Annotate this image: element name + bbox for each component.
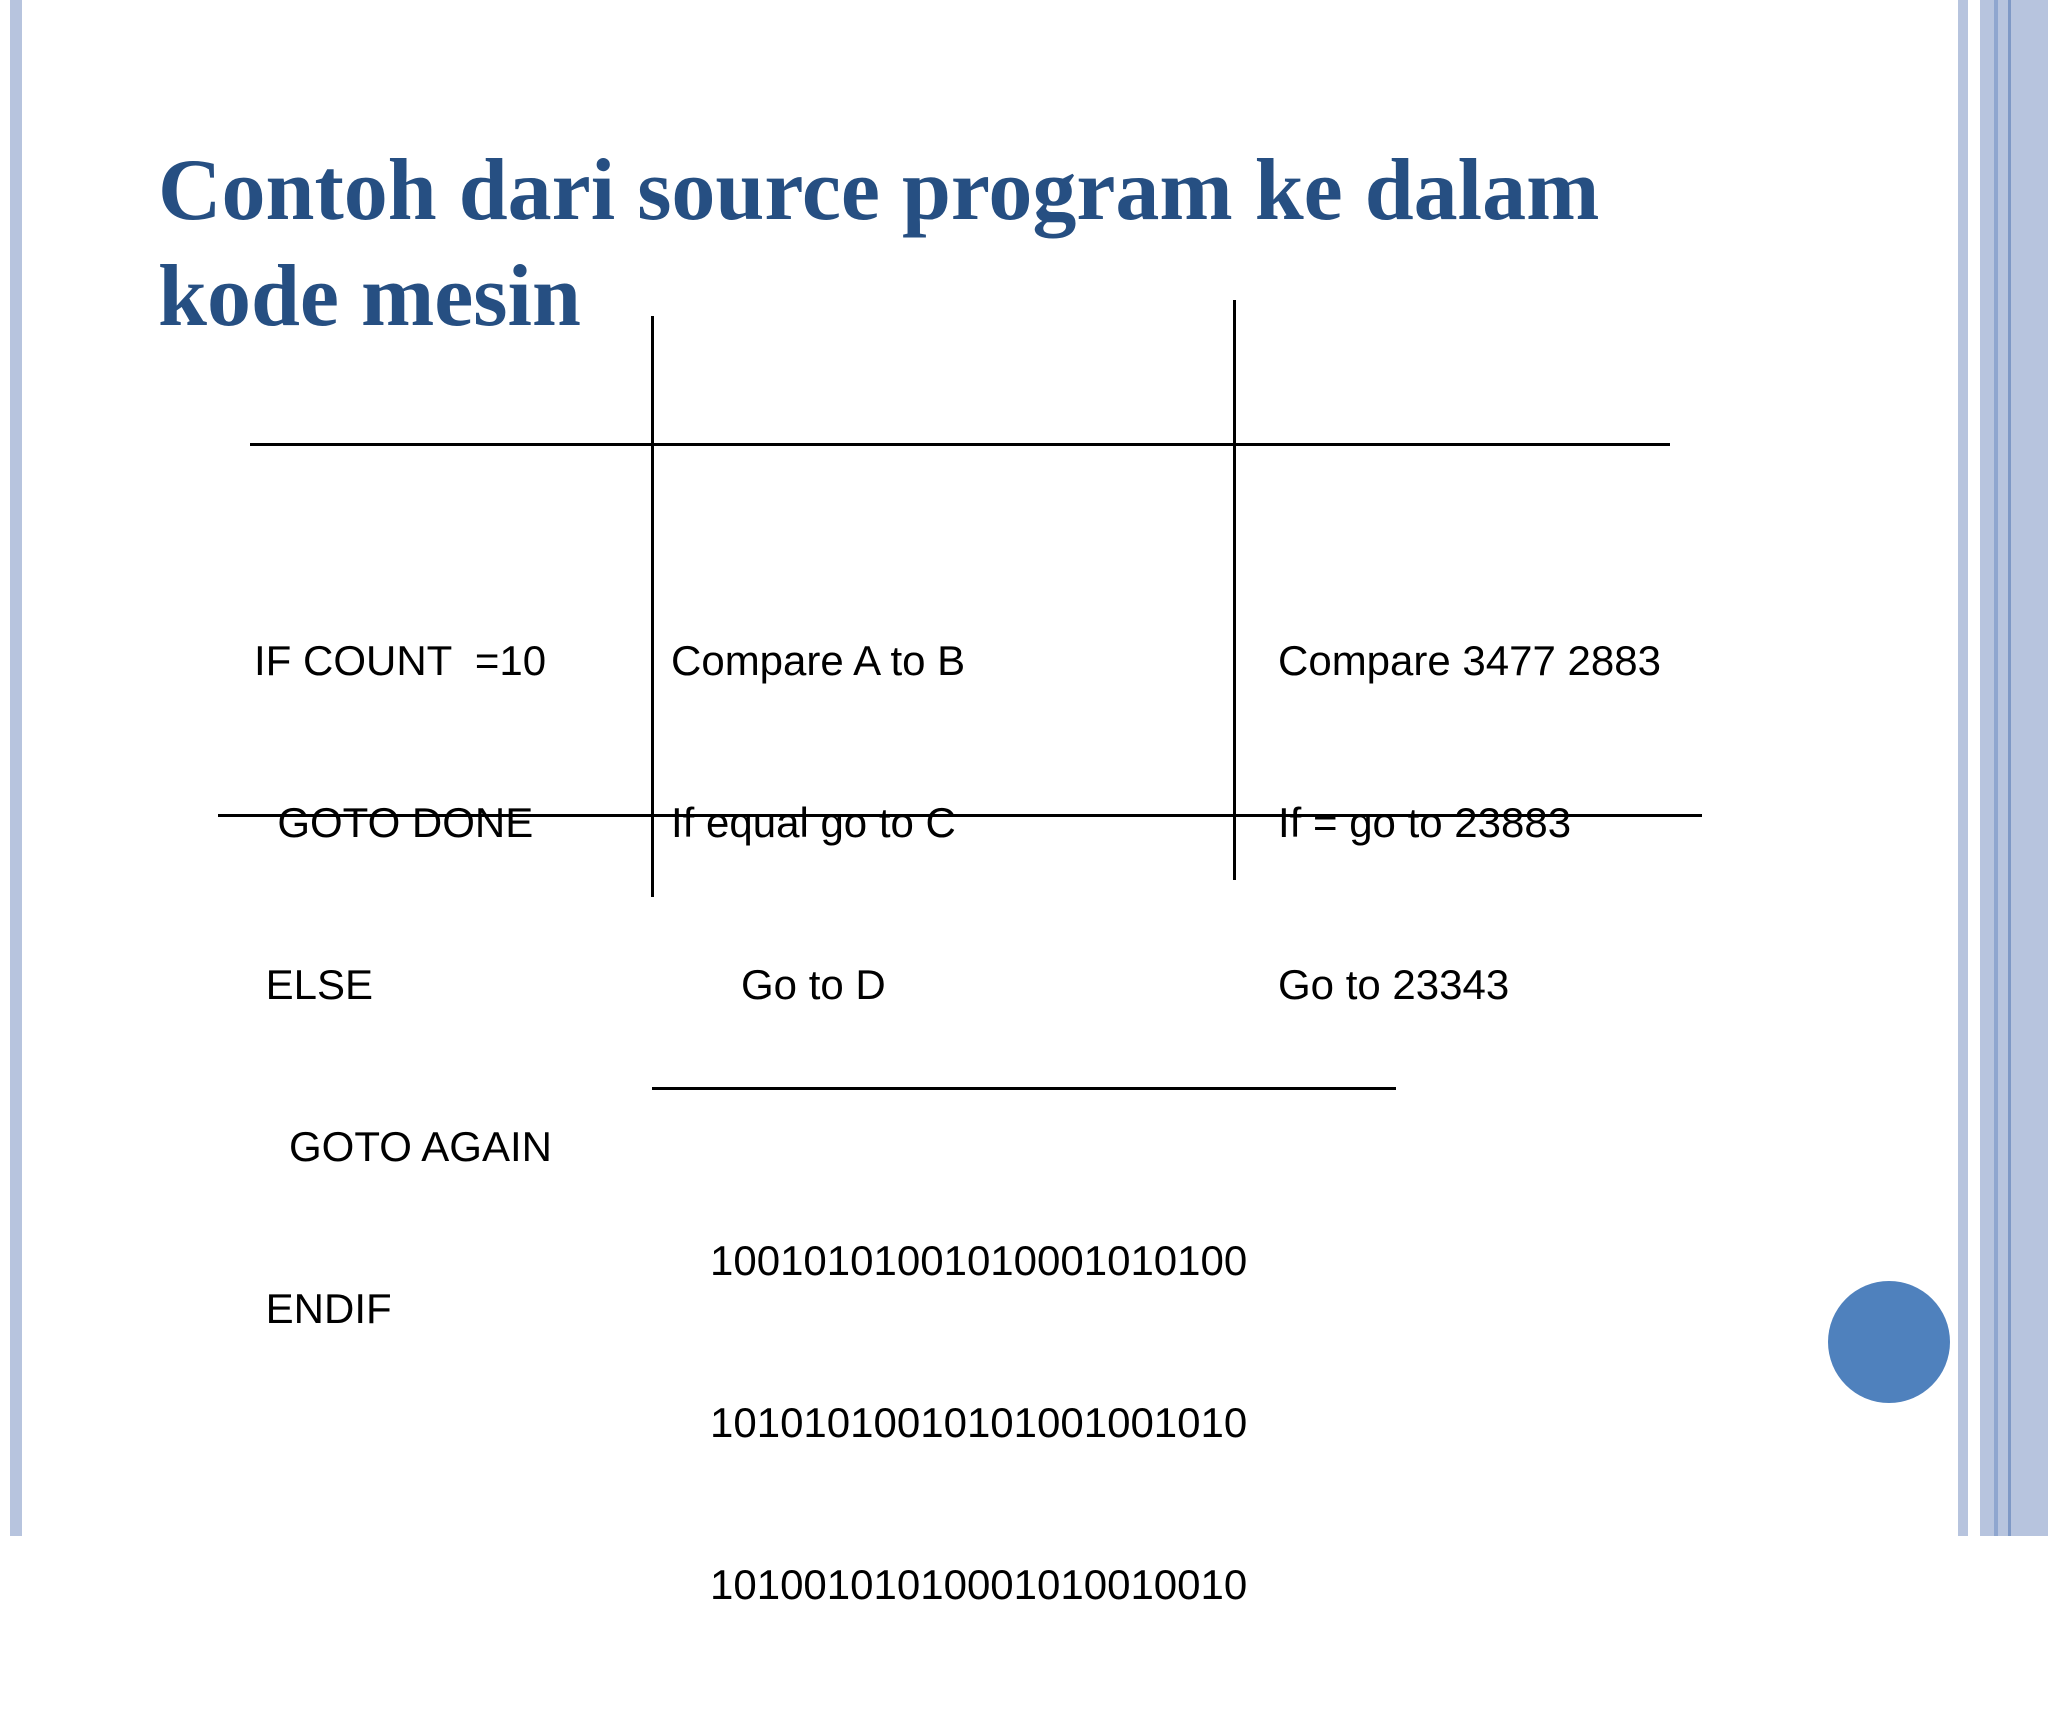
right-border-stripe xyxy=(1958,0,1968,1536)
binary-line: 10101010010101001001010 xyxy=(710,1399,1248,1446)
source-line: GOTO DONE xyxy=(254,799,534,846)
binary-line: 10100101010001010010010 xyxy=(710,1561,1248,1608)
table-divider-2 xyxy=(1233,300,1236,880)
assembly-line: Go to D xyxy=(671,961,886,1008)
machine-code-line: If = go to 23883 xyxy=(1278,799,1572,846)
slide-title xyxy=(158,138,1758,350)
source-line: ELSE xyxy=(254,961,374,1008)
source-program-cell xyxy=(254,526,552,1444)
machine-code-cell xyxy=(1278,526,1661,1120)
slide-title-line-1: Contoh dari source program ke dalam xyxy=(158,142,1600,239)
decorative-circle xyxy=(1828,1281,1950,1403)
machine-code-line: Compare 3477 2883 xyxy=(1278,637,1661,684)
table-divider-1 xyxy=(651,316,654,897)
assembly-line: Compare A to B xyxy=(671,637,966,684)
right-border-stripe xyxy=(2008,0,2011,1536)
machine-code-line: Go to 23343 xyxy=(1278,961,1510,1008)
assembly-cell xyxy=(671,526,965,1120)
slide-title-line-2: kode mesin xyxy=(158,248,581,345)
right-border-stripe xyxy=(1998,0,2048,1536)
left-border-stripe xyxy=(10,0,22,1536)
binary-code-block xyxy=(710,1126,1247,1720)
source-line: ENDIF xyxy=(254,1285,392,1332)
source-line: IF COUNT =10 xyxy=(254,637,547,684)
source-line: GOTO AGAIN xyxy=(254,1123,552,1170)
table-top-line xyxy=(250,443,1670,446)
right-border-stripe xyxy=(1980,0,1994,1536)
assembly-line: If equal go to C xyxy=(671,799,956,846)
binary-line: 10010101001010001010100 xyxy=(710,1237,1248,1284)
